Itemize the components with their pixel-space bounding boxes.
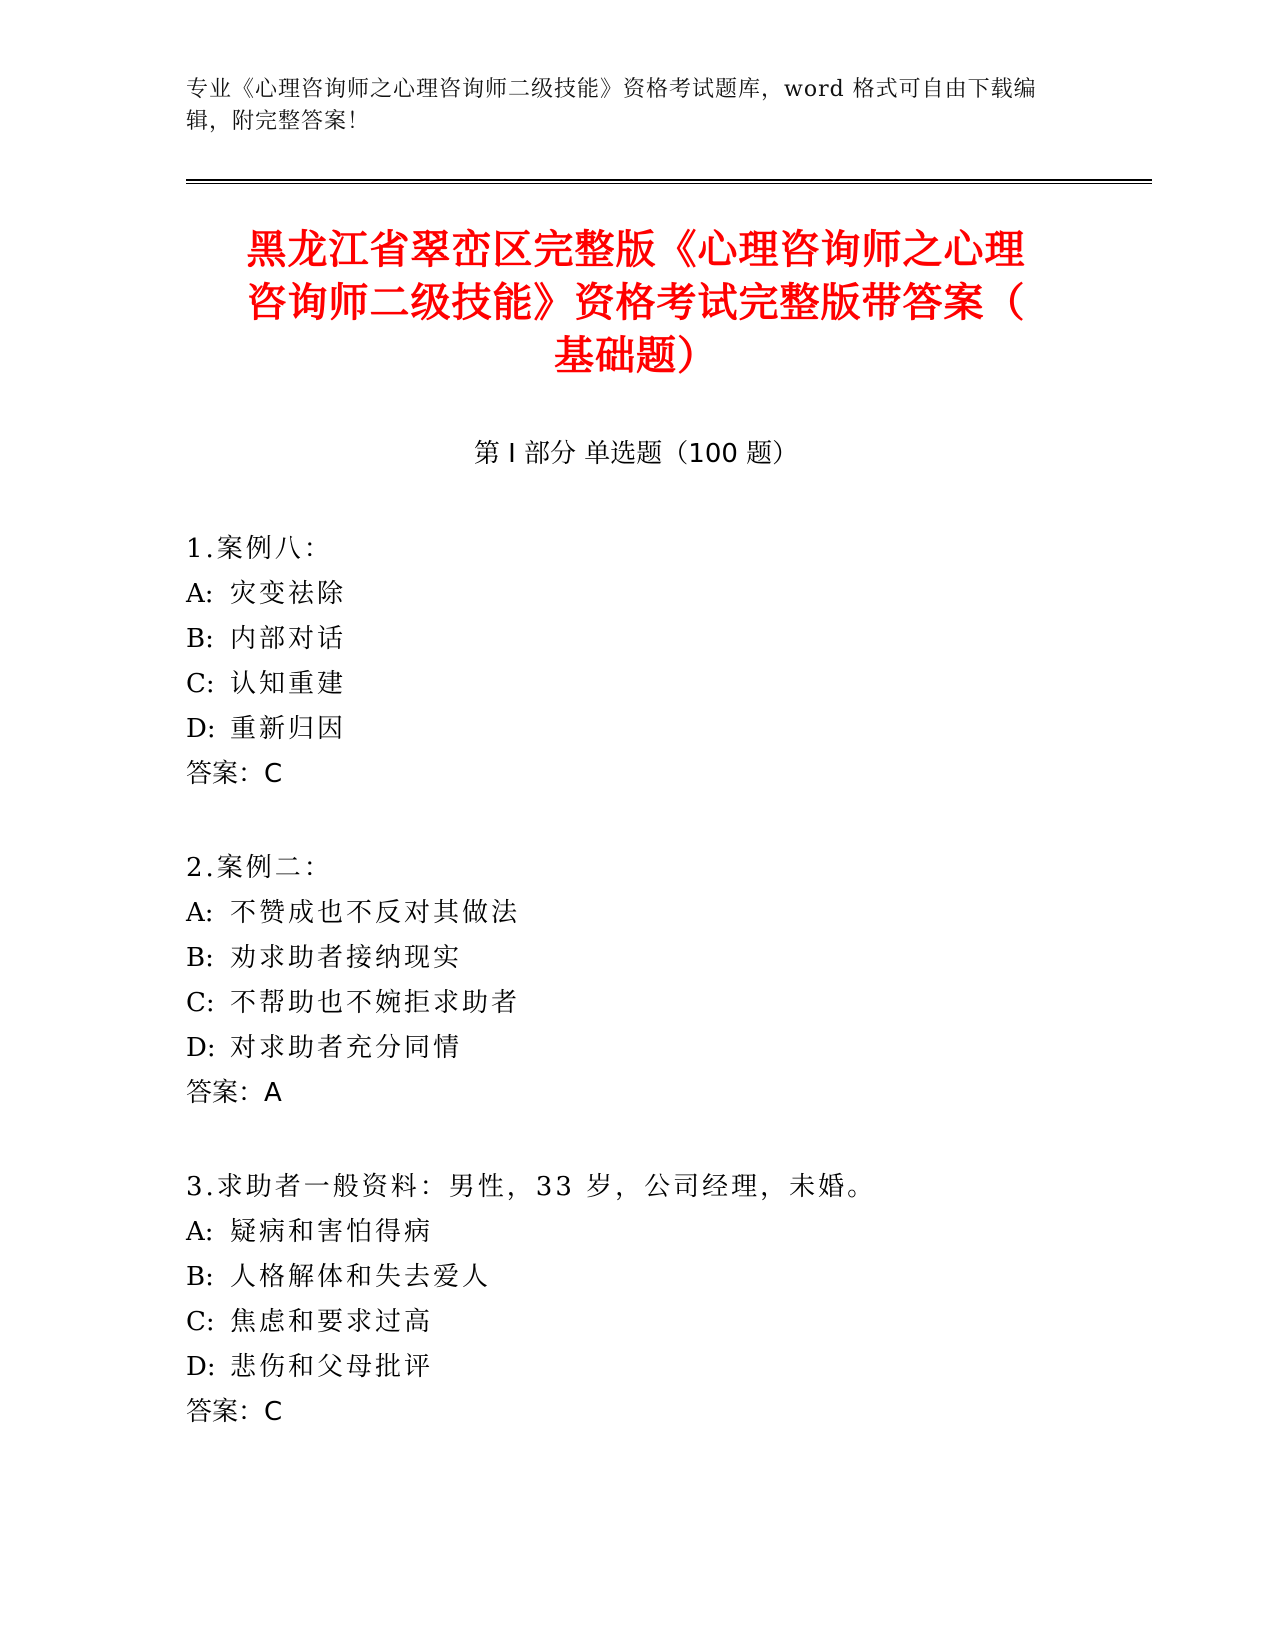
title-line-2: 咨询师二级技能》资格考试完整版带答案（ xyxy=(246,280,1026,326)
option-d xyxy=(186,1026,1086,1071)
option-letter: C: xyxy=(186,988,215,1018)
option-letter: D: xyxy=(186,1033,216,1063)
option-b xyxy=(186,1255,1086,1300)
option-letter: A: xyxy=(186,898,214,928)
option-letter: C: xyxy=(186,669,215,699)
answer-line: 答案：A xyxy=(186,1078,282,1108)
question-stem: 2.案例二： xyxy=(186,853,333,883)
option-c xyxy=(186,1300,1086,1345)
option-text: 疑病和害怕得病 xyxy=(230,1217,434,1247)
option-text: 灾变祛除 xyxy=(230,579,347,609)
title-line-1: 黑龙江省翠峦区完整版《心理咨询师之心理 xyxy=(246,227,1026,273)
question-stem: 1.案例八： xyxy=(186,534,333,564)
option-letter: C: xyxy=(186,1307,215,1337)
option-text: 对求助者充分同情 xyxy=(230,1033,463,1063)
option-letter: B: xyxy=(186,943,214,973)
question-1 xyxy=(186,527,1086,797)
question-stem: 3.求助者一般资料：男性，33 岁，公司经理，未婚。 xyxy=(186,1172,877,1202)
option-text: 重新归因 xyxy=(230,714,347,744)
option-text: 劝求助者接纳现实 xyxy=(230,943,463,973)
option-letter: B: xyxy=(186,624,214,654)
title-line-3: 基础题） xyxy=(554,333,718,379)
option-text: 认知重建 xyxy=(230,669,347,699)
option-letter: A: xyxy=(186,579,214,609)
option-text: 不赞成也不反对其做法 xyxy=(230,898,521,928)
option-d xyxy=(186,707,1086,752)
answer-line: 答案：C xyxy=(186,1397,283,1427)
option-letter: A: xyxy=(186,1217,214,1247)
section-title: 第 I 部分 单选题（100 题） xyxy=(473,439,799,469)
header-divider-thick xyxy=(186,179,1152,181)
document-title xyxy=(186,224,1086,383)
option-text: 内部对话 xyxy=(230,624,347,654)
option-letter: D: xyxy=(186,1352,216,1382)
option-letter: B: xyxy=(186,1262,214,1292)
option-c xyxy=(186,662,1086,707)
answer-line: 答案：C xyxy=(186,759,283,789)
option-text: 焦虑和要求过高 xyxy=(230,1307,434,1337)
option-c xyxy=(186,981,1086,1026)
option-a xyxy=(186,572,1086,617)
header-divider-thin xyxy=(186,183,1152,184)
option-text: 不帮助也不婉拒求助者 xyxy=(230,988,521,1018)
option-d xyxy=(186,1345,1086,1390)
option-text: 人格解体和失去爱人 xyxy=(230,1262,492,1292)
option-a xyxy=(186,1210,1086,1255)
question-3 xyxy=(186,1165,1086,1435)
header-note: 专业《心理咨询师之心理咨询师二级技能》资格考试题库，word 格式可自由下载编辑，附完整答案！ xyxy=(186,77,1037,134)
question-2 xyxy=(186,846,1086,1116)
option-b xyxy=(186,936,1086,981)
option-letter: D: xyxy=(186,714,216,744)
option-text: 悲伤和父母批评 xyxy=(230,1352,434,1382)
option-a xyxy=(186,891,1086,936)
option-b xyxy=(186,617,1086,662)
